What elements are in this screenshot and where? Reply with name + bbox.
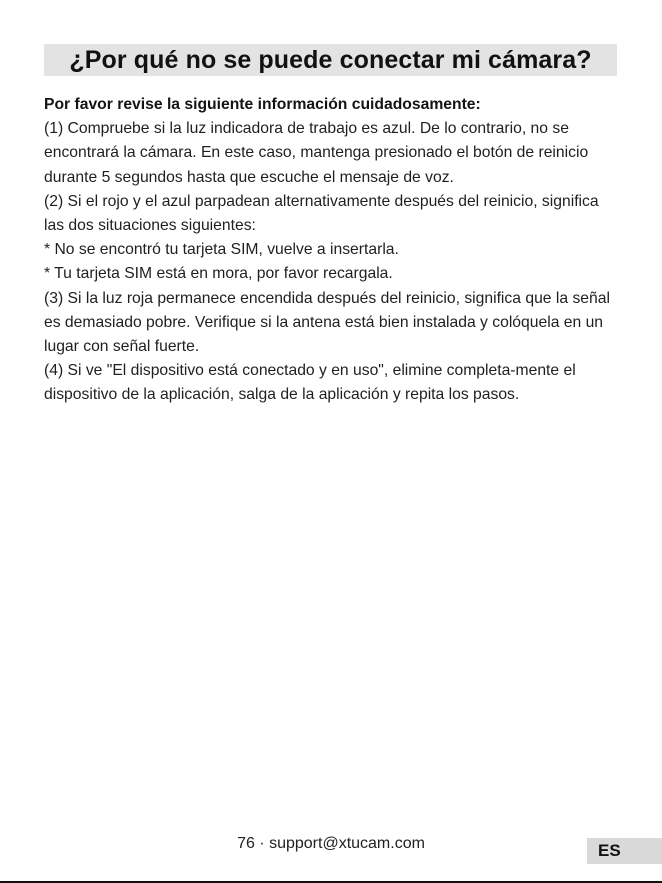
instruction-step-2: (2) Si el rojo y el azul parpadean alternativamente después del reinicio, significa las dos situaciones siguientes: xyxy=(44,192,599,235)
instruction-step-4: (4) Si ve "El dispositivo está conectado y en uso", elimine completa-mente el dispositivo de la aplicación, salga de la aplicación y repita los pasos. xyxy=(44,362,576,404)
language-badge: ES xyxy=(587,838,662,864)
instruction-bullet-sim-not-found: * No se encontró tu tarjeta SIM, vuelve a insertarla. xyxy=(44,241,399,259)
page-title: ¿Por qué no se puede conectar mi cámara? xyxy=(69,45,592,74)
title-bar xyxy=(44,44,617,76)
instructions-body xyxy=(44,93,622,408)
instruction-step-3: (3) Si la luz roja permanece encendida después del reinicio, significa que la señal es demasiado pobre. Verifique si la antena está bien instalada y colóquela en un lugar con señal fuerte. xyxy=(44,289,610,356)
instruction-step-1: (1) Compruebe si la luz indicadora de trabajo es azul. De lo contrario, no se encontrará la cámara. En este caso, mantenga presionado el botón de reinicio durante 5 segundos hasta que escuche el mensaje de voz. xyxy=(44,120,589,186)
instruction-bullet-sim-overdue: * Tu tarjeta SIM está en mora, por favor recargala. xyxy=(44,265,393,283)
page-footer: 76 · support@xtucam.com xyxy=(237,835,425,852)
instructions-lead: Por favor revise la siguiente información cuidadosamente: xyxy=(44,96,481,113)
